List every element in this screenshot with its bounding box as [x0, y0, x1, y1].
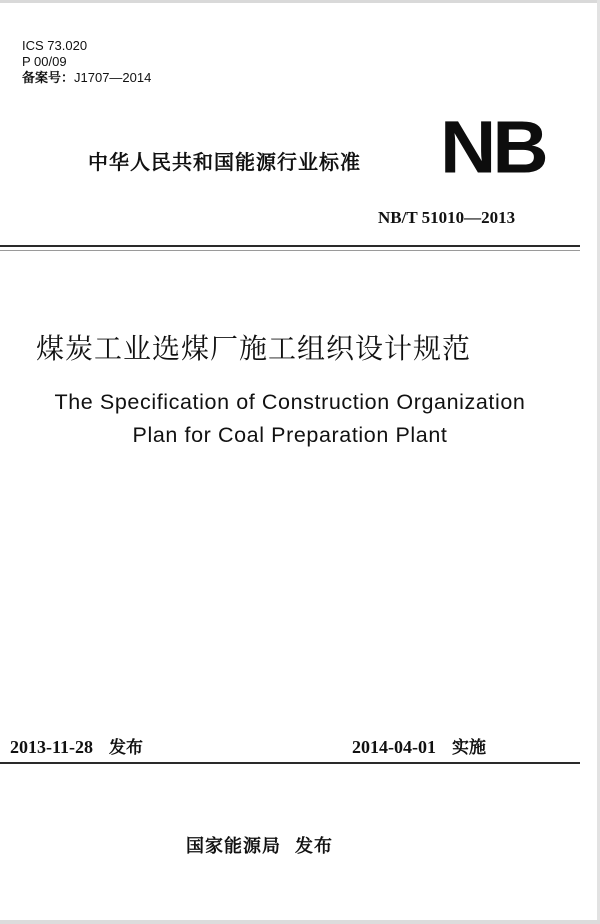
implement-word: 实施 — [452, 738, 486, 758]
title-chinese: 煤炭工业选煤厂施工组织设计规范 — [36, 332, 472, 365]
publisher-name: 国家能源局 — [186, 836, 281, 857]
standard-number: NB/T 51010—2013 — [378, 208, 516, 227]
classification-block — [22, 38, 151, 86]
page-edge-top — [0, 0, 600, 3]
nb-logo: NB — [440, 105, 545, 189]
issue-date-block — [10, 733, 143, 758]
publisher-word: 发布 — [295, 836, 333, 857]
issue-word: 发布 — [109, 738, 143, 758]
title-english-line-2: Plan for Coal Preparation Plant — [132, 423, 448, 447]
implement-date-block — [352, 733, 486, 758]
top-divider-thin — [0, 250, 580, 251]
record-number-value: J1707—2014 — [74, 70, 152, 85]
publisher-line — [186, 832, 333, 858]
bottom-divider — [0, 762, 580, 764]
category-code: P 00/09 — [22, 54, 67, 69]
industry-standard-title: 中华人民共和国能源行业标准 — [88, 150, 361, 174]
ics-code: ICS 73.020 — [22, 38, 88, 53]
title-english-line-1: The Specification of Construction Organization — [54, 390, 526, 414]
top-divider — [0, 245, 580, 247]
page-edge-bottom — [0, 920, 600, 924]
record-number — [22, 70, 151, 86]
title-english — [30, 386, 550, 452]
record-number-label: 备案号： — [22, 70, 75, 85]
implement-date: 2014-04-01 — [352, 737, 436, 757]
issue-date: 2013-11-28 — [10, 737, 93, 757]
